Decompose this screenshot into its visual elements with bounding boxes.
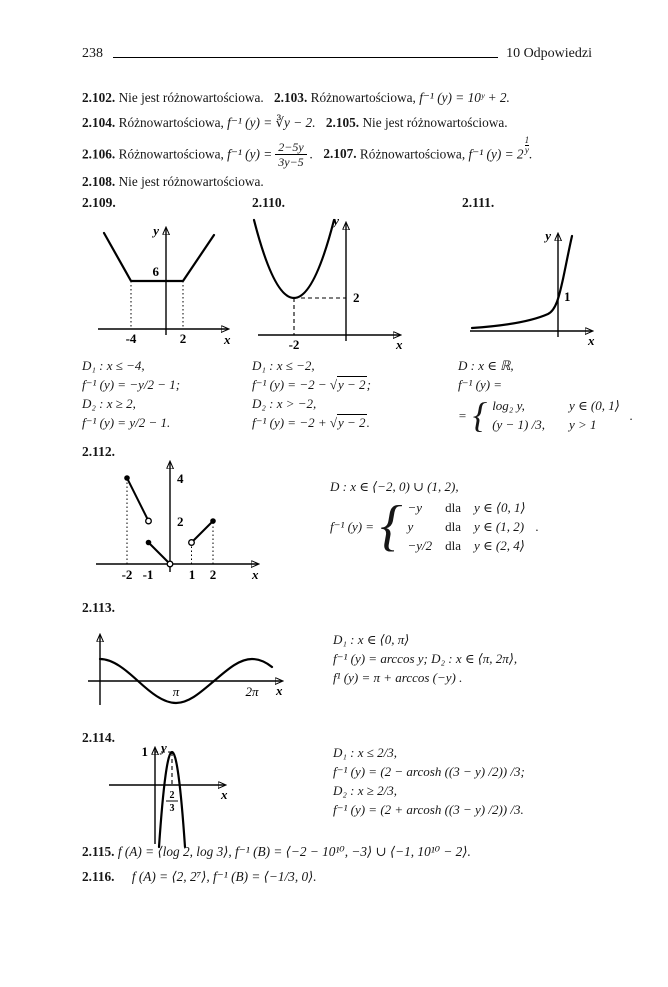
graph-2-114	[95, 736, 235, 851]
math-line: D₂ : x > −2,	[252, 396, 317, 411]
math-line: D : x ∈ ℝ,	[458, 358, 514, 373]
answer-number: 2.115.	[82, 844, 115, 859]
math-line: D : x ∈ ⟨−2, 0) ∪ (1, 2),	[330, 479, 459, 494]
y-axis-label: y	[545, 228, 551, 243]
cases-grid	[492, 396, 620, 434]
case-condition: y ∈ ⟨0, 1⟩	[474, 500, 526, 515]
answer-text: Różnowartościowa,	[310, 90, 416, 105]
answer-text: Nie jest różnowartościowa.	[118, 173, 264, 189]
cases-grid	[407, 498, 525, 555]
solution-2-109	[82, 356, 180, 432]
fraction-numerator: 1	[524, 134, 530, 145]
y-tick-label: 2	[353, 290, 360, 305]
answers-block	[82, 85, 642, 194]
function-segment	[149, 543, 171, 565]
answer-text: Nie jest różnowartościowa.	[362, 115, 508, 131]
figure-label-2-114: 2.114.	[82, 730, 116, 745]
solution-2-112	[330, 477, 539, 555]
open-endpoint	[189, 540, 195, 546]
answer-formula: f (A) = ⟨log 2, log 3⟩, f⁻¹ (B) = ⟨−2 − 10¹⁰, −3⟩ ∪ ⟨−1, 10¹⁰ − 2⟩.	[117, 844, 471, 859]
case-keyword: dla	[445, 519, 462, 534]
answer-number: 2.104.	[82, 115, 116, 131]
answer-text: Nie jest różnowartościowa.	[118, 90, 264, 105]
graph-2-109	[86, 211, 246, 351]
piecewise-definition	[330, 494, 539, 557]
graph-2-110	[252, 208, 412, 358]
answer-number: 2.106.	[82, 146, 116, 162]
x-axis-label: x	[588, 333, 595, 348]
answer-formula: f (A) = ⟨2, 2⁷⟩, f⁻¹ (B) = ⟨−1/3, 0⟩.	[131, 869, 317, 884]
equals-sign: =	[458, 407, 467, 423]
formula-part: f⁻¹ (y) =	[330, 519, 375, 534]
x-tick-label: -2	[288, 337, 300, 352]
answer-text: Różnowartościowa,	[118, 146, 224, 162]
math-line: D₂ : x ≥ 2,	[82, 396, 136, 411]
fraction-numerator: 2−5y	[278, 139, 304, 154]
y-tick-label: 1	[141, 744, 148, 759]
math-line: D₁ : x ≤ −4,	[82, 358, 145, 373]
left-brace: {	[380, 494, 403, 557]
square-root	[330, 414, 367, 430]
answer-formula: f⁻¹ (y) = 10ʸ + 2.	[419, 90, 510, 105]
math-line: f¹ (y) = π + arccos (−y) .	[333, 670, 463, 685]
closed-endpoint	[210, 518, 216, 524]
y-tick-label: 4	[177, 471, 184, 486]
x-axis-label: x	[396, 337, 403, 352]
answer-number: 2.103.	[274, 90, 308, 105]
figure-label-2-111: 2.111.	[462, 195, 495, 210]
math-line: D₁ : x ∈ ⟨0, π⟩	[333, 632, 410, 647]
closed-endpoint	[124, 475, 130, 481]
answer-formula: .	[529, 146, 533, 162]
case-condition: y ∈ (0, 1⟩	[569, 398, 620, 413]
answer-number: 2.107.	[323, 146, 357, 162]
solution-2-114	[333, 743, 525, 819]
case-keyword: dla	[445, 538, 462, 553]
fraction	[275, 141, 306, 169]
formula-part: .	[366, 415, 370, 430]
left-brace: {	[472, 394, 488, 435]
function-curve	[254, 220, 334, 298]
open-endpoint	[167, 561, 173, 567]
math-line: f⁻¹ (y) = y/2 − 1.	[82, 415, 171, 430]
case-condition: y ∈ (2, 4⟩	[474, 538, 525, 553]
figure-label-2-112: 2.112.	[82, 444, 116, 459]
case-condition: y > 1	[569, 417, 597, 432]
answer-number: 2.116.	[82, 869, 115, 884]
y-axis-label: y	[153, 223, 159, 238]
answer-line	[82, 844, 471, 860]
math-line	[252, 375, 371, 394]
math-line: f⁻¹ (y) = (2 + arcosh ((3 − y) /2)) /3.	[333, 802, 524, 817]
trailing-period: .	[629, 407, 634, 423]
answer-line	[82, 85, 642, 110]
math-line: D₁ : x ≤ 2/3,	[333, 745, 398, 760]
x-tick-label: -2	[121, 567, 133, 582]
math-line	[252, 413, 371, 432]
graph-2-111	[466, 221, 601, 351]
case-expression: (y − 1) /3,	[492, 417, 545, 432]
answer-text: Różnowartościowa,	[359, 146, 466, 162]
math-line: D₂ : x ≥ 2/3,	[333, 783, 398, 798]
fraction-denominator: y	[524, 145, 529, 156]
figure-label-2-109: 2.109.	[82, 195, 116, 210]
function-curve	[104, 233, 214, 281]
case-keyword: dla	[445, 500, 462, 515]
radicand: y − 2	[338, 415, 366, 430]
answer-formula: f⁻¹ (y) = ∛y − 2.	[227, 115, 316, 131]
math-line: f⁻¹ (y) = arccos y; D₂ : x ∈ ⟨π, 2π⟩,	[333, 651, 518, 666]
formula-part: f⁻¹ (y) = −2 −	[252, 377, 327, 392]
figure-label-2-110: 2.110.	[252, 195, 286, 210]
answer-formula: f⁻¹ (y) =	[227, 146, 273, 162]
answer-number: 2.108.	[82, 173, 116, 189]
solution-2-111	[458, 356, 633, 434]
x-axis-label: x	[276, 683, 283, 698]
y-axis-label: y	[161, 740, 167, 755]
math-line: f⁻¹ (y) = −y/2 − 1;	[82, 377, 181, 392]
answer-formula: f⁻¹ (y) = 2	[468, 146, 524, 162]
closed-endpoint	[146, 540, 152, 546]
x-axis-label: x	[221, 787, 228, 802]
case-condition: y ∈ (1, 2)	[474, 519, 525, 534]
page-header	[82, 46, 592, 62]
graph-2-112	[92, 452, 272, 592]
answer-number: 2.102.	[82, 90, 116, 105]
chapter-title: 10 Odpowiedzi	[506, 46, 592, 61]
piecewise-definition	[458, 396, 633, 434]
solution-2-113	[333, 630, 517, 687]
x-tick-fraction-denominator: 3	[169, 803, 175, 814]
answer-line	[82, 110, 642, 135]
math-line: f⁻¹ (y) =	[458, 377, 503, 392]
answer-line	[82, 169, 642, 194]
figure-label-2-113: 2.113.	[82, 600, 116, 615]
function-segment	[127, 478, 149, 521]
answer-line	[82, 869, 317, 885]
y-axis-label: y	[333, 213, 339, 228]
x-tick-label: -4	[125, 331, 137, 346]
function-segment	[192, 521, 214, 543]
trailing-period: .	[535, 519, 539, 534]
case-expression: log₂ y,	[492, 398, 525, 413]
x-tick-label: -1	[142, 567, 154, 582]
answer-text: Różnowartościowa,	[118, 115, 224, 131]
fraction-denominator: 3y−5	[275, 154, 306, 169]
x-tick-label: 2	[209, 567, 217, 582]
solution-2-110	[252, 356, 371, 432]
graph-2-113	[84, 623, 294, 718]
case-expression: y	[407, 519, 414, 534]
x-axis-label: x	[252, 567, 259, 582]
x-tick-label-2pi: 2π	[245, 684, 259, 699]
formula-part: ;	[366, 377, 371, 392]
x-axis-label: x	[224, 332, 231, 347]
x-tick-label-pi: π	[172, 684, 180, 699]
math-line: D₁ : x ≤ −2,	[252, 358, 315, 373]
header-rule	[113, 56, 498, 58]
open-endpoint	[146, 518, 152, 524]
formula-part: f⁻¹ (y) = −2 +	[252, 415, 327, 430]
answer-line	[82, 136, 642, 169]
radicand: y − 2	[338, 377, 366, 392]
math-line: f⁻¹ (y) = (2 − arcosh ((3 − y) /2)) /3;	[333, 764, 525, 779]
y-tick-label: 6	[152, 264, 159, 279]
answer-formula: .	[309, 146, 314, 162]
x-tick-fraction-numerator: 2	[169, 790, 175, 801]
case-expression: −y	[407, 500, 423, 515]
page-number: 238	[82, 46, 103, 61]
y-tick-label: 1	[564, 289, 571, 304]
answer-number: 2.105.	[325, 115, 360, 131]
x-tick-label: 1	[188, 567, 196, 582]
square-root	[330, 376, 367, 392]
case-expression: −y/2	[407, 538, 433, 553]
x-tick-label: 2	[179, 331, 187, 346]
y-tick-label: 2	[177, 514, 184, 529]
function-curve	[472, 236, 572, 328]
